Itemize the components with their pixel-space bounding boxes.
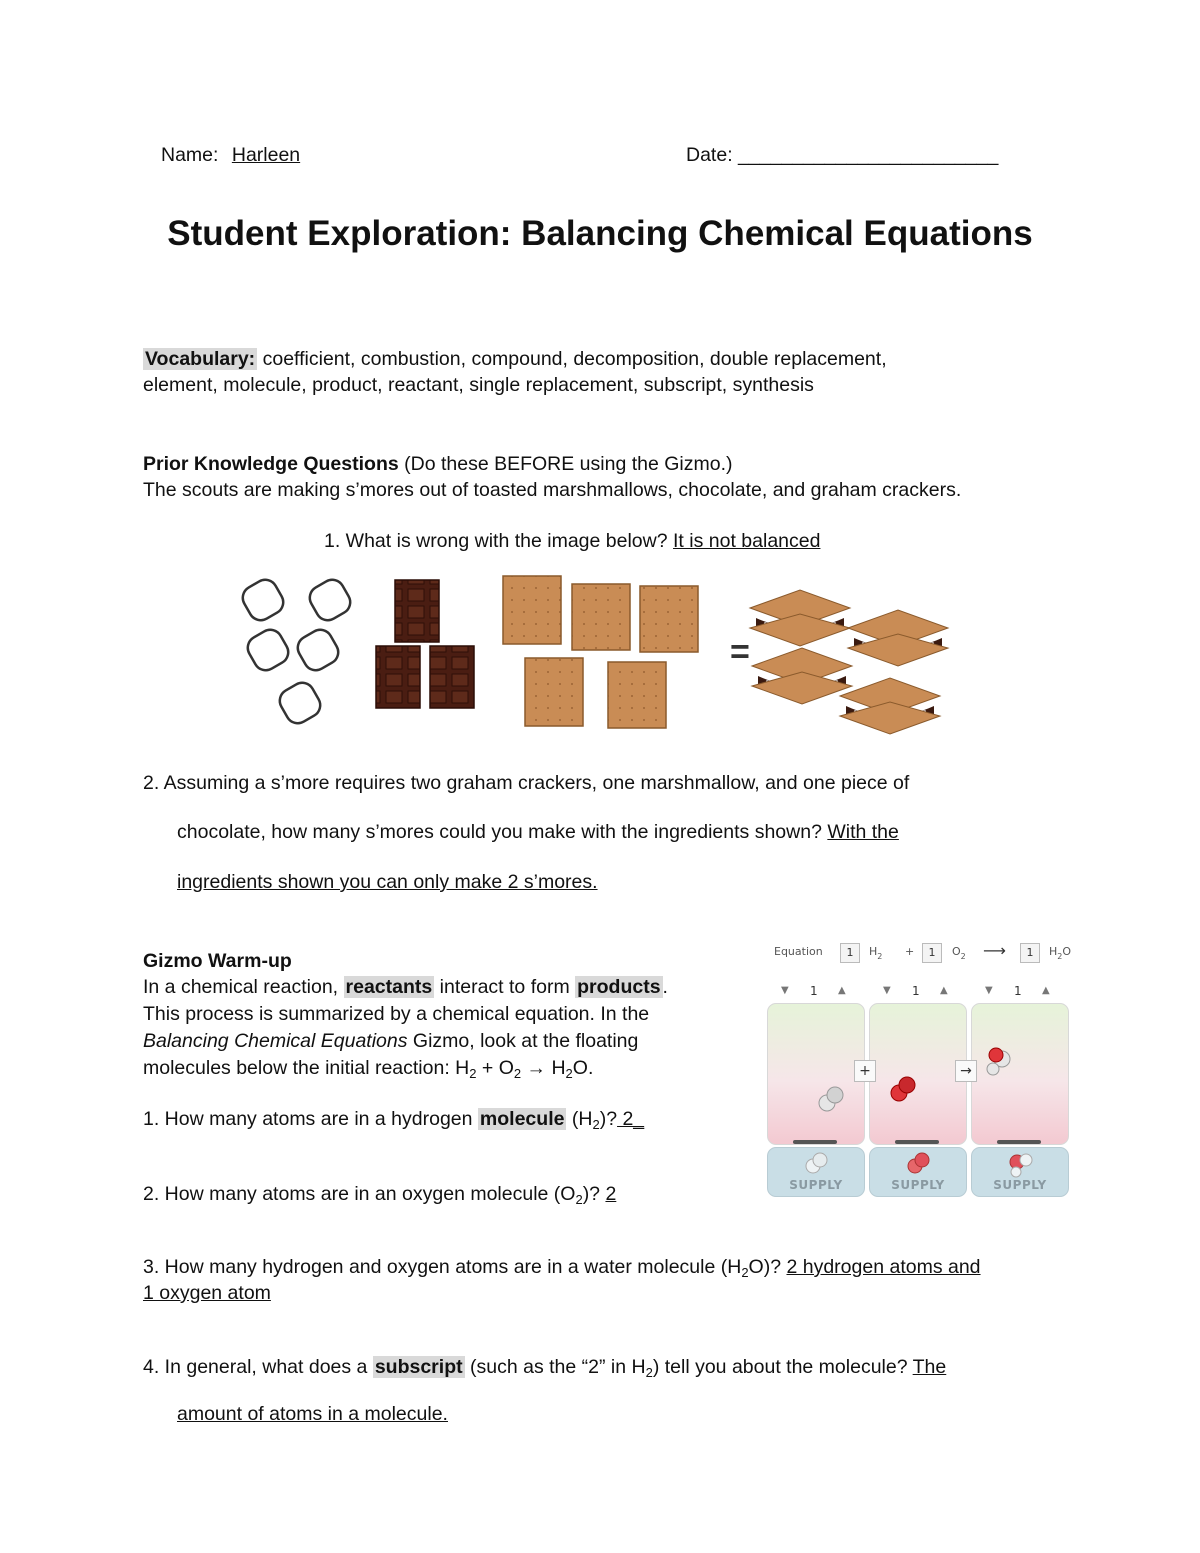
warmup-p3-rest: Gizmo, look at the floating <box>407 1030 639 1052</box>
warmup-paragraph-4: molecules below the initial reaction: $H_2 + O_2 \to H_2O$. <box>143 1057 594 1081</box>
term-molecule: molecule <box>479 1108 565 1130</box>
vocabulary-terms-1: coefficient, combustion, compound, decomposition, double replacement, <box>257 348 887 370</box>
hydrogen-molecule-icon <box>768 1150 864 1180</box>
marshmallow-icon <box>238 575 354 727</box>
supply-label: SUPPLY <box>993 1178 1047 1192</box>
oxygen-molecule-icon <box>870 1150 966 1180</box>
vocabulary-label: Vocabulary: <box>145 348 256 370</box>
plus-icon: + <box>854 1060 876 1082</box>
warmup-answer-3-line-1: 2 hydrogen atoms and <box>786 1256 981 1278</box>
prior-heading: Prior Knowledge Questions <box>143 453 399 475</box>
warmup-question-1: 1. How many atoms are in a hydrogen molecule $(H_2)$? 2_ <box>143 1108 645 1132</box>
date-line <box>686 142 998 168</box>
oxygen-molecule-icon <box>891 1077 915 1101</box>
column-count-2: 1 <box>912 984 920 998</box>
warmup-p1-c: . <box>662 976 668 998</box>
plus-sign: + <box>905 945 915 958</box>
warmup-answer-4-part-1: The <box>912 1356 947 1378</box>
decrement-arrow-icon[interactable]: ▼ <box>883 985 891 996</box>
supply-tray-o2[interactable] <box>869 1147 967 1197</box>
species-2: $O_2$ <box>952 945 966 961</box>
water-molecule-icon <box>987 1048 1010 1075</box>
warmup-question-2: 2. How many atoms are in an oxygen molecule $(O_2)$? 2 <box>143 1183 617 1207</box>
term-products: products <box>577 976 661 998</box>
warmup-paragraph-3 <box>143 1028 638 1054</box>
prior-intro: The scouts are making s’mores out of toasted marshmallows, chocolate, and graham crackers. <box>143 479 962 501</box>
hydrogen-molecule-icon <box>819 1087 843 1111</box>
decrement-arrow-icon[interactable]: ▼ <box>985 985 993 996</box>
supply-label: SUPPLY <box>891 1178 945 1192</box>
chocolate-bar-icon <box>376 580 474 708</box>
reaction-arrow: ⟶ <box>983 941 1006 960</box>
warmup-heading: Gizmo Warm-up <box>143 950 292 972</box>
supply-tray-h2o[interactable] <box>971 1147 1069 1197</box>
species-1: $H_2$ <box>869 945 883 961</box>
warmup-p1-b: interact to form <box>434 976 576 998</box>
warmup-question-3: 3. How many hydrogen and oxygen atoms are in a water molecule $(H_2O)$? 2 hydrogen atoms and <box>143 1256 981 1280</box>
date-label: Date: <box>686 144 733 166</box>
decrement-arrow-icon[interactable]: ▼ <box>781 985 789 996</box>
name-label: Name: <box>161 144 219 166</box>
vocabulary-terms-2: element, molecule, product, reactant, single replacement, subscript, synthesis <box>143 374 814 396</box>
warmup-answer-3-line-2: 1 oxygen atom <box>143 1282 271 1304</box>
prior-a1: It is not balanced <box>673 530 821 552</box>
increment-arrow-icon[interactable]: ▲ <box>1042 985 1050 996</box>
increment-arrow-icon[interactable]: ▲ <box>940 985 948 996</box>
warmup-p1-a: In a chemical reaction, <box>143 976 344 998</box>
date-blank: ________________________ <box>738 144 999 166</box>
prior-q2-line-1: 2. Assuming a s’more requires two graham crackers, one marshmallow, and one piece of <box>143 772 910 794</box>
equals-sign: = <box>730 633 750 671</box>
prior-heading-line <box>143 451 733 477</box>
name-value: Harleen <box>231 144 301 166</box>
term-reactants: reactants <box>345 976 433 998</box>
warmup-question-4: 4. In general, what does a subscript (such as the “2” in $H_2$) tell you about the molecule? The <box>143 1356 947 1380</box>
coefficient-box-1[interactable]: 1 <box>840 943 860 963</box>
column-count-3: 1 <box>1014 984 1022 998</box>
term-subscript: subscript <box>374 1356 463 1378</box>
prior-a2-part-1: With the <box>827 821 899 843</box>
warmup-answer-4-part-2: amount of atoms in a molecule. <box>177 1403 448 1425</box>
name-line <box>161 142 300 168</box>
supply-label: SUPPLY <box>789 1178 843 1192</box>
increment-arrow-icon[interactable]: ▲ <box>838 985 846 996</box>
gizmo-name: Balancing Chemical Equations <box>143 1030 408 1052</box>
prior-q2-text: chocolate, how many s’mores could you make with the ingredients shown? <box>177 821 822 843</box>
column-count-1: 1 <box>810 984 818 998</box>
warmup-answer-1: 2_ <box>617 1108 645 1130</box>
warmup-paragraph-2: This process is summarized by a chemical equation. In the <box>143 1003 650 1025</box>
prior-note: (Do these BEFORE using the Gizmo.) <box>398 453 733 475</box>
smores-illustration <box>230 570 970 745</box>
prior-question-1 <box>324 528 820 554</box>
smore-icon <box>750 590 948 734</box>
water-molecule-icon <box>972 1150 1068 1180</box>
arrow-right-icon: → <box>955 1060 977 1082</box>
vocabulary-line-1 <box>143 346 887 372</box>
coefficient-box-2[interactable]: 1 <box>922 943 942 963</box>
gizmo-equation-label: Equation <box>774 945 823 958</box>
warmup-paragraph-1 <box>143 974 668 1000</box>
page-title: Student Exploration: Balancing Chemical Equations <box>167 214 1033 253</box>
species-3: $H_2O$ <box>1049 945 1072 961</box>
prior-q2-line-2 <box>177 819 899 845</box>
warmup-answer-2: 2 <box>605 1183 617 1205</box>
coefficient-box-3[interactable]: 1 <box>1020 943 1040 963</box>
graham-cracker-icon <box>503 576 698 728</box>
prior-q1-text: 1. What is wrong with the image below? <box>324 530 668 552</box>
supply-tray-h2[interactable] <box>767 1147 865 1197</box>
prior-a2-part-2: ingredients shown you can only make 2 s’mores. <box>177 871 598 893</box>
